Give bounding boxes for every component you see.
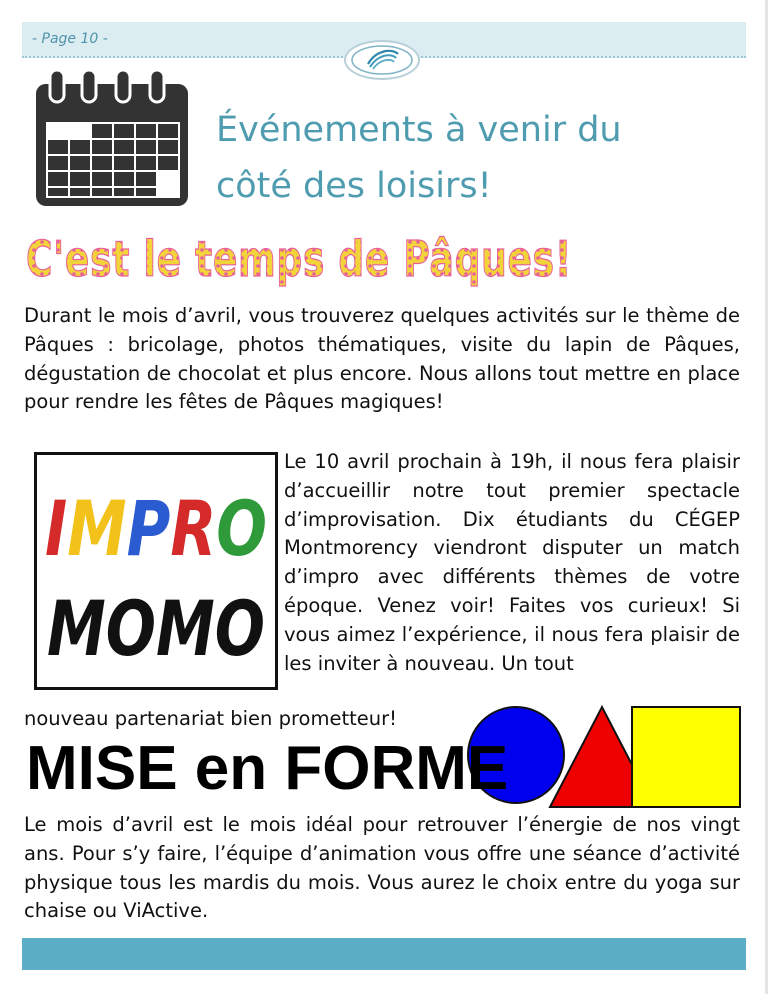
impro-paragraph-end: nouveau partenariat bien prometteur! (24, 707, 397, 730)
section-title-line2: côté des loisirs! (216, 166, 492, 206)
calendar-icon (34, 68, 192, 208)
fitness-title: MISE en FORME (26, 734, 509, 803)
easter-title-text: C'est le temps de Pâques! (26, 231, 572, 288)
impro-logo-line2: MOMO (47, 584, 265, 673)
swirl-logo-icon (344, 40, 420, 80)
section-title (216, 102, 736, 214)
section-title-line1: Événements à venir du (216, 110, 622, 150)
yellow-square-shape (632, 707, 740, 807)
easter-title (22, 222, 742, 292)
impro-momo-logo (34, 452, 281, 690)
footer-bar (22, 938, 746, 970)
impro-logo-line1: IMPRO (45, 484, 281, 573)
easter-paragraph: Durant le mois d’avril, vous trouverez quelques activités sur le thème de Pâques : bricolage, photos thématiques, visite du lapin de Pâques, dégustation de chocolat et plus encore. Nous allons tout mettre en place pour rendre les fêtes de Pâques magiques! (24, 304, 740, 414)
impro-paragraph: Le 10 avril prochain à 19h, il nous fera plaisir d’accueillir notre tout premier spectacle d’improvisation. Dix étudiants du CÉGEP Montmorency viendront disputer un match d’impro avec différents thèmes de votre époque. Venez voir! Faites vos curieux! Si vous aimez l’expérience, il nous fera plaisir de les inviter à nouveau. Un tout (284, 450, 740, 675)
page-number: - Page 10 - (32, 31, 108, 47)
fitness-paragraph: Le mois d’avril est le mois idéal pour retrouver l’énergie de nos vingt ans. Pour s’y faire, l’équipe d’animation vous offre une séance d’activité physique tous les mardis du mois. Vous aurez le choix entre du yoga sur chaise ou ViActive. (24, 813, 740, 923)
